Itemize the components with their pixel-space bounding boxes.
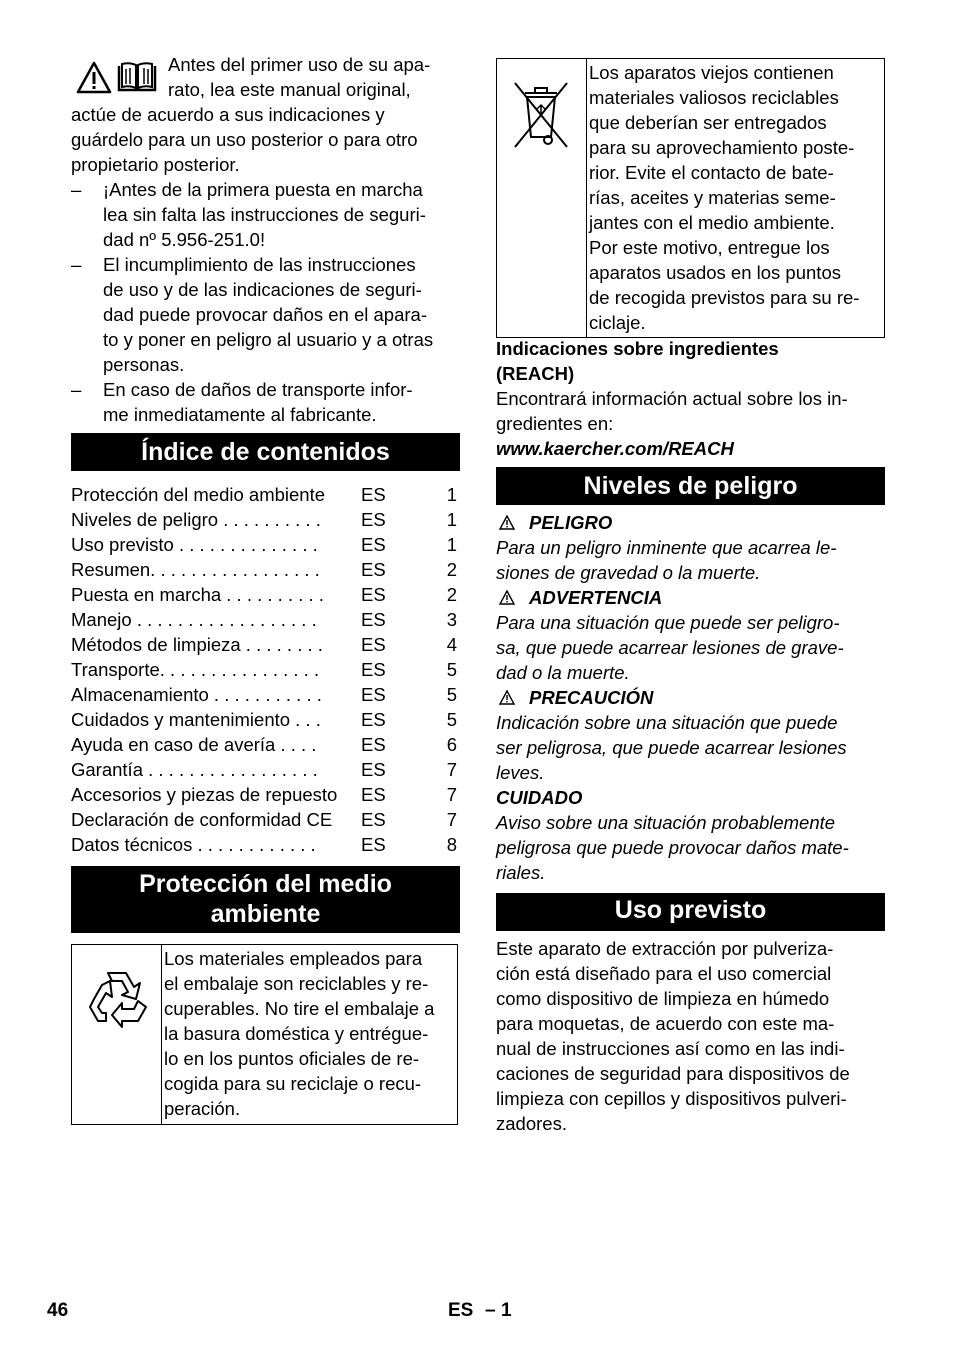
text-line: para su aprovechamiento poste- (589, 137, 855, 158)
text-line: lo en los puntos oficiales de re- (164, 1048, 420, 1069)
environment-box (71, 944, 458, 1125)
toc-page: 2 (446, 559, 457, 580)
danger-level-text: leves. (496, 762, 545, 783)
list-dash: – (71, 254, 82, 275)
toc-page: 5 (446, 659, 457, 680)
danger-heading: Niveles de peligro (496, 467, 885, 505)
text-line: aparatos usados en los puntos (589, 262, 841, 283)
text-line: rías, aceites y materias seme- (589, 187, 836, 208)
use-heading: Uso previsto (496, 893, 885, 931)
toc-lang: ES (361, 709, 386, 730)
text-line: peración. (164, 1098, 241, 1119)
reach-text: gredientes en: (496, 413, 614, 434)
toc-title: Declaración de conformidad CE (71, 809, 333, 830)
toc-title: Datos técnicos . . . . . . . . . . . . (71, 834, 316, 855)
toc-page: 3 (446, 609, 457, 630)
warning-triangle-icon (76, 61, 112, 94)
reach-link[interactable]: www.kaercher.com/REACH (496, 438, 734, 459)
danger-level-text: riales. (496, 862, 546, 883)
footer-section: ES (448, 1300, 474, 1321)
toc-page: 1 (446, 534, 457, 555)
danger-level-label: PELIGRO (529, 512, 613, 533)
text-line: la basura doméstica y entrégue- (164, 1023, 429, 1044)
list-item-line: dad nº 5.956-251.0! (103, 229, 266, 250)
text-line: ción está diseñado para el uso comercial (496, 963, 832, 984)
toc-lang: ES (361, 784, 386, 805)
warning-triangle-icon (499, 590, 515, 605)
danger-level-text: sa, que puede acarrear lesiones de grave- (496, 637, 844, 658)
environment-heading (71, 866, 460, 933)
text-line: Los aparatos viejos contienen (589, 62, 834, 83)
toc-lang: ES (361, 534, 386, 555)
toc-title: Almacenamiento . . . . . . . . . . . (71, 684, 322, 705)
danger-level-text: peligrosa que puede provocar daños mate- (496, 837, 849, 858)
toc-row (71, 482, 460, 507)
toc-page: 1 (446, 509, 457, 530)
toc-lang: ES (361, 734, 386, 755)
list-item-line: de uso y de las indicaciones de seguri- (103, 279, 422, 300)
toc-heading: Índice de contenidos (71, 433, 460, 471)
environment-heading-line: Protección del medio (139, 870, 392, 898)
toc-page: 1 (446, 484, 457, 505)
toc-page: 7 (446, 809, 457, 830)
danger-level-label: ADVERTENCIA (529, 587, 663, 608)
intro-line: guárdelo para un uso posterior o para otro (71, 129, 418, 150)
text-line: caciones de seguridad para dispositivos de (496, 1063, 850, 1084)
toc-row (71, 682, 460, 707)
toc-title: Protección del medio ambiente (71, 484, 326, 505)
warning-triangle-icon (499, 690, 515, 705)
toc-row (71, 657, 460, 682)
text-line: como dispositivo de limpieza en húmedo (496, 988, 830, 1009)
text-line: Por este motivo, entregue los (589, 237, 830, 258)
intro-line: actúe de acuerdo a sus indicaciones y (71, 104, 385, 125)
list-dash: – (71, 179, 82, 200)
toc-title: Garantía . . . . . . . . . . . . . . . . . (71, 759, 318, 780)
page-number: 46 (47, 1300, 69, 1321)
toc-page: 8 (446, 834, 457, 855)
toc-lang: ES (361, 659, 386, 680)
toc-page: 4 (446, 634, 457, 655)
footer-dash: – (485, 1300, 496, 1321)
toc-title: Resumen. . . . . . . . . . . . . . . . . (71, 559, 320, 580)
toc-row (71, 807, 460, 832)
footer-section-page: 1 (501, 1300, 512, 1321)
text-line: Los materiales empleados para (164, 948, 423, 969)
toc-row (71, 782, 460, 807)
toc-list (71, 482, 460, 857)
toc-lang: ES (361, 759, 386, 780)
text-line: ciclaje. (589, 312, 646, 333)
list-item-line: personas. (103, 354, 185, 375)
toc-title: Puesta en marcha . . . . . . . . . . (71, 584, 324, 605)
text-line: de recogida previstos para su re- (589, 287, 860, 308)
text-line: zadores. (496, 1113, 567, 1134)
toc-row (71, 557, 460, 582)
list-item-line: dad puede provocar daños en el apara- (103, 304, 427, 325)
danger-level-text: dad o la muerte. (496, 662, 630, 683)
text-line: cogida para su reciclaje o recu- (164, 1073, 422, 1094)
list-item-line: En caso de daños de transporte infor- (103, 379, 413, 400)
environment-heading-line: ambiente (210, 900, 321, 928)
weee-box (496, 58, 885, 338)
list-item-line: El incumplimiento de las instrucciones (103, 254, 416, 275)
toc-page: 6 (446, 734, 457, 755)
reach-text: Encontrará información actual sobre los in- (496, 388, 848, 409)
danger-level-text: ser peligrosa, que puede acarrear lesiones (496, 737, 847, 758)
recycle-icon (80, 963, 156, 1039)
toc-row (71, 707, 460, 732)
toc-row (71, 632, 460, 657)
text-line: el embalaje son reciclables y re- (164, 973, 429, 994)
intro-line: propietario posterior. (71, 154, 240, 175)
toc-row (71, 732, 460, 757)
warning-triangle-icon (499, 515, 515, 530)
text-line: rior. Evite el contacto de bate- (589, 162, 834, 183)
crossed-out-bin-icon (511, 77, 571, 151)
intro-line: rato, lea este manual original, (168, 79, 411, 100)
list-item-line: ¡Antes de la primera puesta en marcha (103, 179, 423, 200)
toc-title: Niveles de peligro . . . . . . . . . . (71, 509, 321, 530)
list-item-line: lea sin falta las instrucciones de seguri- (103, 204, 426, 225)
toc-title: Transporte. . . . . . . . . . . . . . . . (71, 659, 320, 680)
list-item-line: me inmediatamente al fabricante. (103, 404, 377, 425)
danger-level-text: Indicación sobre una situación que puede (496, 712, 838, 733)
toc-page: 2 (446, 584, 457, 605)
reach-heading: Indicaciones sobre ingredientes (496, 338, 779, 359)
danger-level-text: Para un peligro inminente que acarrea le- (496, 537, 837, 558)
danger-level-text: Aviso sobre una situación probablemente (496, 812, 836, 833)
toc-title: Accesorios y piezas de repuesto (71, 784, 338, 805)
list-item-line: to y poner en peligro al usuario y a otras (103, 329, 434, 350)
text-line: para moquetas, de acuerdo con este ma- (496, 1013, 835, 1034)
toc-row (71, 832, 460, 857)
text-line: nual de instrucciones así como en las indi- (496, 1038, 845, 1059)
toc-lang: ES (361, 509, 386, 530)
toc-page: 5 (446, 684, 457, 705)
toc-lang: ES (361, 484, 386, 505)
text-line: materiales valiosos reciclables (589, 87, 839, 108)
toc-lang: ES (361, 584, 386, 605)
toc-row (71, 532, 460, 557)
text-line: Este aparato de extracción por pulveriza- (496, 938, 834, 959)
toc-title: Métodos de limpieza . . . . . . . . (71, 634, 323, 655)
danger-level-text: siones de gravedad o la muerte. (496, 562, 761, 583)
intro-line: Antes del primer uso de su apa- (168, 54, 431, 75)
toc-lang: ES (361, 684, 386, 705)
danger-level-label: CUIDADO (496, 787, 583, 808)
toc-row (71, 607, 460, 632)
reach-heading: (REACH) (496, 363, 575, 384)
toc-row (71, 582, 460, 607)
text-line: limpieza con cepillos y dispositivos pulveri- (496, 1088, 847, 1109)
text-line: jantes con el medio ambiente. (589, 212, 835, 233)
toc-title: Cuidados y mantenimiento . . . (71, 709, 321, 730)
toc-lang: ES (361, 834, 386, 855)
open-book-icon (115, 61, 159, 94)
toc-title: Manejo . . . . . . . . . . . . . . . . . . (71, 609, 317, 630)
toc-row (71, 757, 460, 782)
danger-level-text: Para una situación que puede ser peligro- (496, 612, 840, 633)
danger-level-label: PRECAUCIÓN (529, 687, 654, 708)
toc-row (71, 507, 460, 532)
toc-title: Ayuda en caso de avería . . . . (71, 734, 317, 755)
toc-lang: ES (361, 609, 386, 630)
toc-lang: ES (361, 634, 386, 655)
list-dash: – (71, 379, 82, 400)
text-line: que deberían ser entregados (589, 112, 827, 133)
toc-title: Uso previsto . . . . . . . . . . . . . . (71, 534, 318, 555)
toc-page: 7 (446, 759, 457, 780)
toc-lang: ES (361, 809, 386, 830)
text-line: cuperables. No tire el embalaje a (164, 998, 435, 1019)
toc-page: 7 (446, 784, 457, 805)
toc-lang: ES (361, 559, 386, 580)
toc-page: 5 (446, 709, 457, 730)
